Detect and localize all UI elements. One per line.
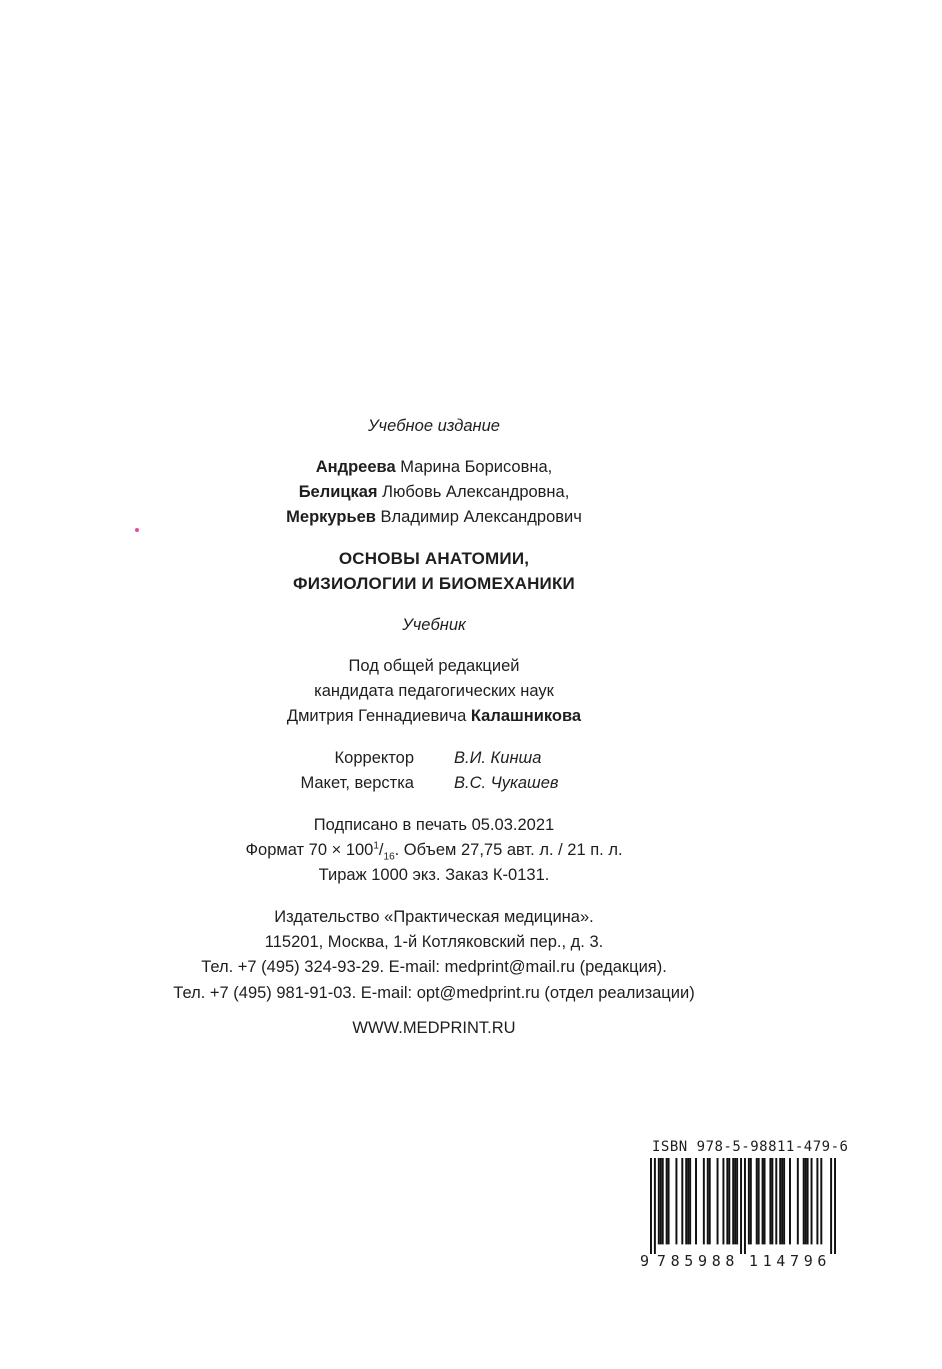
barcode-bar [695,1158,697,1244]
barcode-bar [703,1158,705,1244]
barcode-bar [803,1158,805,1244]
format-prefix: Формат 70 × 100 [245,841,374,859]
barcode-bar [781,1158,783,1244]
format-sup: 1 [373,840,379,852]
barcode-bar [756,1158,758,1244]
barcode-bar [728,1158,730,1244]
barcode-bar [668,1158,670,1244]
barcode-bar [748,1158,750,1244]
barcode-bar [666,1158,668,1244]
author-given-names: Владимир Александрович [380,508,582,526]
barcode-bar [732,1158,734,1244]
book-title-line: ФИЗИОЛОГИИ И БИОМЕХАНИКИ [293,574,575,593]
barcode-bar [707,1158,709,1244]
barcode-bar [658,1158,660,1244]
publisher-name: Издательство «Практическая медицина». [274,908,594,926]
ean-digit: 8 [670,1252,680,1270]
editor-surname: Калашникова [470,707,582,725]
barcode-bar [740,1158,742,1254]
barcode-bar [830,1158,832,1254]
author-surname: Андреева [315,458,396,476]
author-line [0,482,868,502]
barcode-icon [650,1158,836,1254]
staff-name: В.С. Чукашев [454,774,559,792]
staff-role: Макет, верстка [300,774,414,792]
barcode-bar [650,1158,652,1254]
barcode-bar [709,1158,711,1244]
ean-digit: 6 [817,1252,827,1270]
ean-digit: 9 [697,1252,708,1270]
editor-line [0,706,868,726]
ean-digit: 4 [776,1252,786,1270]
barcode-bar [771,1158,773,1244]
barcode-bar [675,1158,677,1244]
ean-digit: 1 [762,1252,772,1270]
staff-role: Корректор [334,749,414,767]
editor-line: кандидата педагогических наук [314,682,554,700]
barcode-bar [750,1158,752,1244]
barcode-bar [789,1158,791,1244]
barcode-bar [717,1158,719,1244]
barcode-bar [807,1158,809,1244]
format-suffix: . Объем 27,75 авт. л. / 21 п. л. [394,841,623,859]
isbn-label: ISBN 978-5-98811-479-6 [652,1139,849,1155]
staff-name: В.И. Кинша [454,749,542,767]
barcode-bar [660,1158,662,1244]
ean-digit: 9 [803,1252,813,1270]
book-type: Учебник [402,616,466,634]
format-line [0,840,868,863]
barcode-bar [744,1158,746,1254]
barcode-bar [687,1158,689,1244]
barcode-bar [779,1158,781,1244]
barcode-bar [816,1158,818,1244]
ean-digit: 8 [725,1252,735,1270]
barcode-bar [805,1158,807,1244]
barcode-bar [820,1158,822,1244]
barcode-bar [834,1158,836,1254]
publisher-phone: Тел. +7 (495) 981-91-03. E-mail: opt@medprint.ru (отдел реализации) [173,984,695,1002]
barcode-bar [762,1158,764,1244]
isbn-barcode-block [640,1138,849,1272]
ean-digit: 9 [640,1252,650,1270]
barcode-bar [722,1158,724,1244]
barcode-bar [685,1158,687,1244]
editor-name: Дмитрия Геннадиевича [286,707,467,725]
signed-date: Подписано в печать 05.03.2021 [313,816,555,834]
publisher-phone: Тел. +7 (495) 324-93-29. E-mail: medprint@mail.ru (редакция). [201,958,667,976]
barcode-bar [681,1158,683,1244]
ean-digit: 1 [748,1252,758,1270]
ean-digit: 8 [711,1252,721,1270]
author-line [0,457,868,477]
ean-digit: 7 [656,1252,666,1270]
author-line [0,507,868,527]
barcode-bar [775,1158,777,1244]
print-run: Тираж 1000 экз. Заказ К-0131. [318,866,550,884]
edition-type: Учебное издание [368,417,500,435]
ean-digit: 5 [684,1252,694,1270]
barcode-bar [734,1158,736,1244]
barcode-bar [689,1158,691,1244]
editor-line: Под общей редакцией [348,657,520,675]
author-surname: Меркурьев [286,508,376,526]
barcode-bar [736,1158,738,1244]
barcode-bar [662,1158,664,1244]
publisher-address: 115201, Москва, 1-й Котляковский пер., д. 3. [264,933,604,951]
ean-digits [640,1252,838,1272]
book-title-line: ОСНОВЫ АНАТОМИИ, [338,549,530,568]
ean-digit: 7 [790,1252,800,1270]
barcode-bar [783,1158,785,1244]
barcode-bar [811,1158,813,1244]
author-surname: Белицкая [298,483,378,501]
author-given-names: Марина Борисовна, [400,458,553,476]
pink-mark [135,528,139,532]
author-given-names: Любовь Александровна, [382,483,570,501]
publisher-website: WWW.MEDPRINT.RU [352,1019,516,1037]
barcode-bar [726,1158,728,1244]
barcode-bar [654,1158,656,1254]
barcode-bar [797,1158,799,1244]
format-sub: 16 [383,851,395,863]
format-slash: / [378,841,384,859]
barcode-bar [758,1158,760,1244]
barcode-bar [769,1158,771,1244]
barcode-bar [764,1158,766,1244]
